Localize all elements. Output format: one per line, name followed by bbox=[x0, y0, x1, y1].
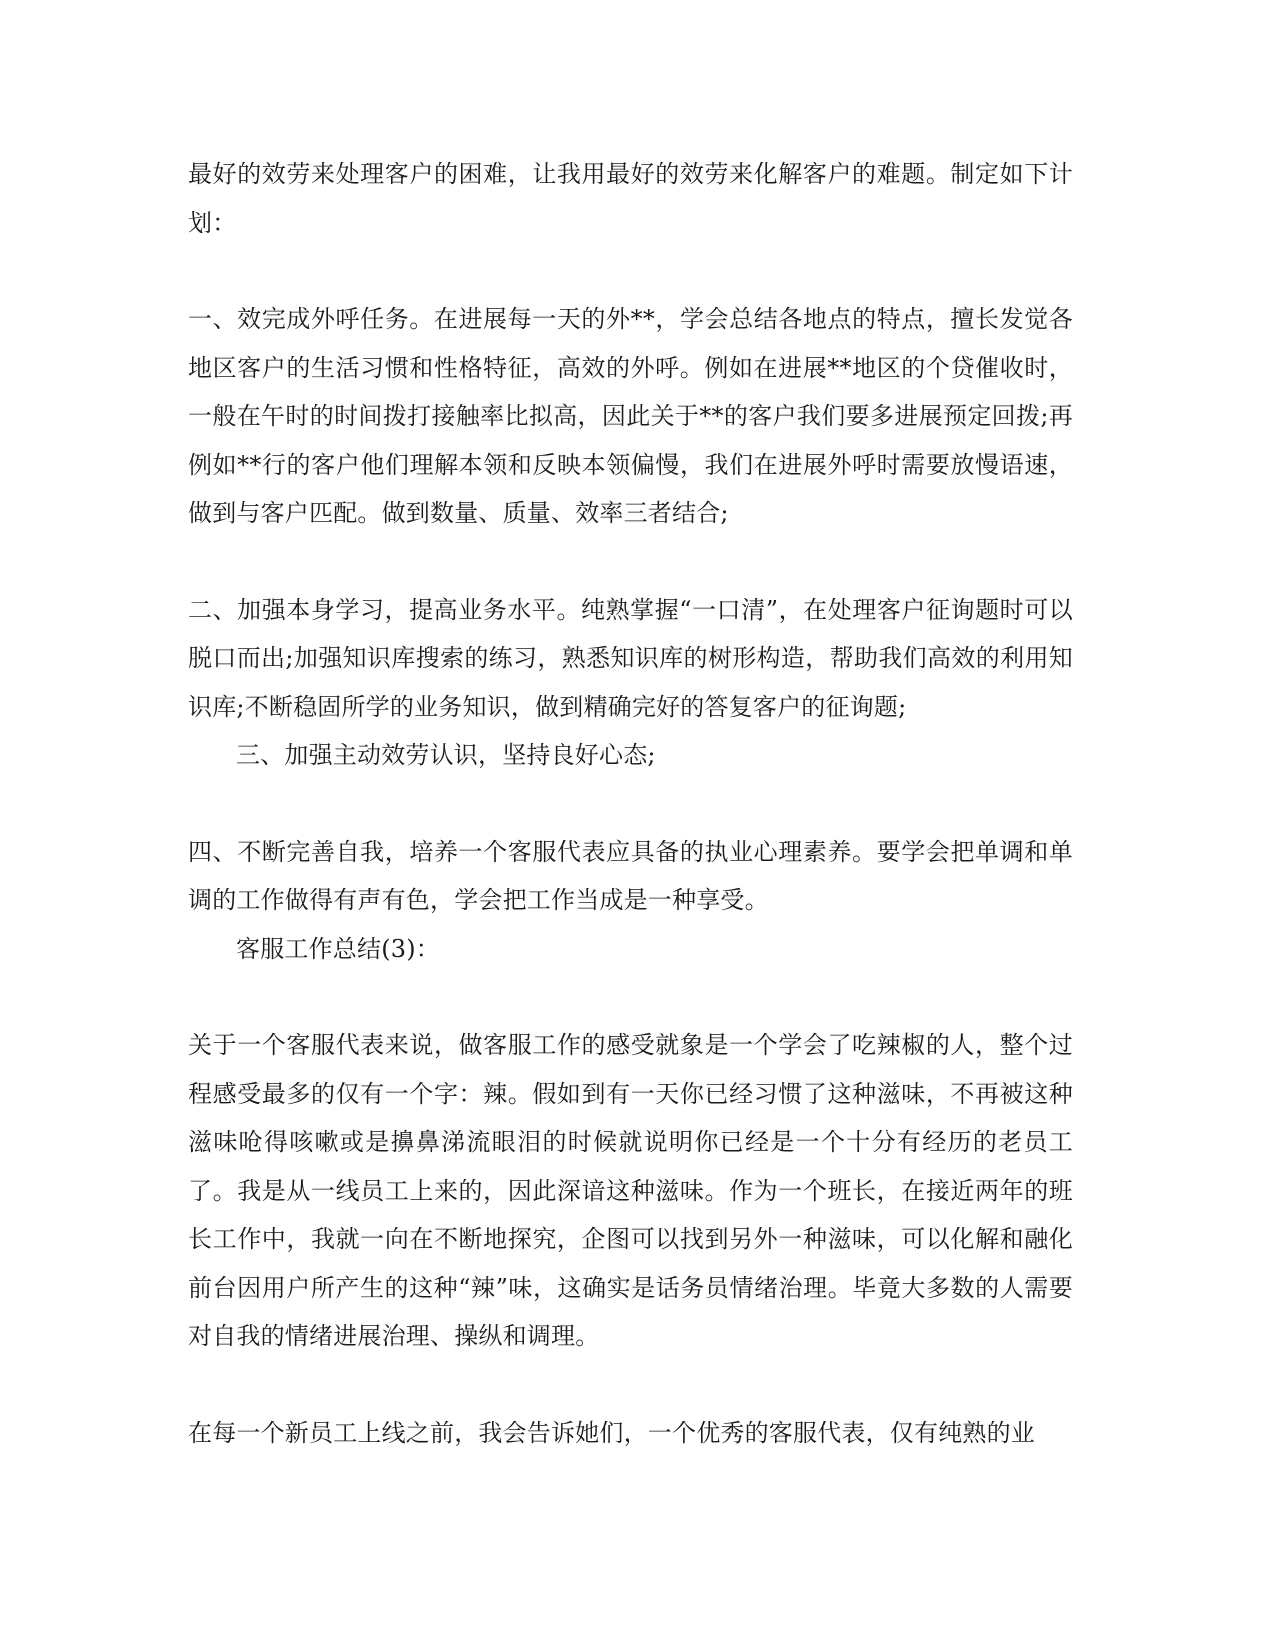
paragraph-item-1: 一、效完成外呼任务。在进展每一天的外**，学会总结各地点的特点，擅长发觉各地区客户的生活习惯和性格特征，高效的外呼。例如在进展**地区的个贷催收时，一般在午时的时间拨打接触率比拟高，因此关于**的客户我们要多进展预定回拨;再例如**行的客户他们理解本领和反映本领偏慢，我们在进展外呼时需要放慢语速，做到与客户匹配。做到数量、质量、效率三者结合; bbox=[188, 305, 1073, 527]
paragraph-spacer bbox=[188, 780, 1073, 828]
section-heading: 客服工作总结(3)： bbox=[236, 934, 440, 963]
paragraph-item-3: 三、加强主动效劳认识，坚持良好心态; bbox=[236, 741, 656, 769]
paragraph-spacer bbox=[188, 1361, 1073, 1409]
paragraph-intro: 最好的效劳来处理客户的困难，让我用最好的效劳来化解客户的难题。制定如下计划： bbox=[188, 160, 1073, 237]
paragraph-item-4: 四、不断完善自我，培养一个客服代表应具备的执业心理素养。要学会把单调和单调的工作做得有声有色，学会把工作当成是一种享受。 bbox=[188, 837, 1073, 914]
paragraph-spacer bbox=[188, 538, 1073, 586]
paragraph-spacer bbox=[188, 973, 1073, 1021]
paragraph-item-2: 二、加强本身学习，提高业务水平。纯熟掌握“一口清”，在处理客户征询题时可以脱口而出;加强知识库搜索的练习，熟悉知识库的树形构造，帮助我们高效的利用知识库;不断稳固所学的业务知识，做到精确完好的答复客户的征询题; bbox=[188, 595, 1073, 721]
document-body bbox=[188, 150, 1073, 1457]
paragraph-continued: 在每一个新员工上线之前，我会告诉她们，一个优秀的客服代表，仅有纯熟的业 bbox=[188, 1418, 1035, 1447]
paragraph-spacer bbox=[188, 247, 1073, 295]
paragraph-summary: 关于一个客服代表来说，做客服工作的感受就象是一个学会了吃辣椒的人，整个过程感受最多的仅有一个字：辣。假如到有一天你已经习惯了这种滋味，不再被这种滋味呛得咳嗽或是擤鼻涕流眼泪的时候就说明你已经是一个十分有经历的老员工了。我是从一线员工上来的，因此深谙这种滋味。作为一个班长，在接近两年的班长工作中，我就一向在不断地探究，企图可以找到另外一种滋味，可以化解和融化前台因用户所产生的这种“辣”味，这确实是话务员情绪治理。毕竟大多数的人需要对自我的情绪进展治理、操纵和调理。 bbox=[188, 1031, 1073, 1350]
